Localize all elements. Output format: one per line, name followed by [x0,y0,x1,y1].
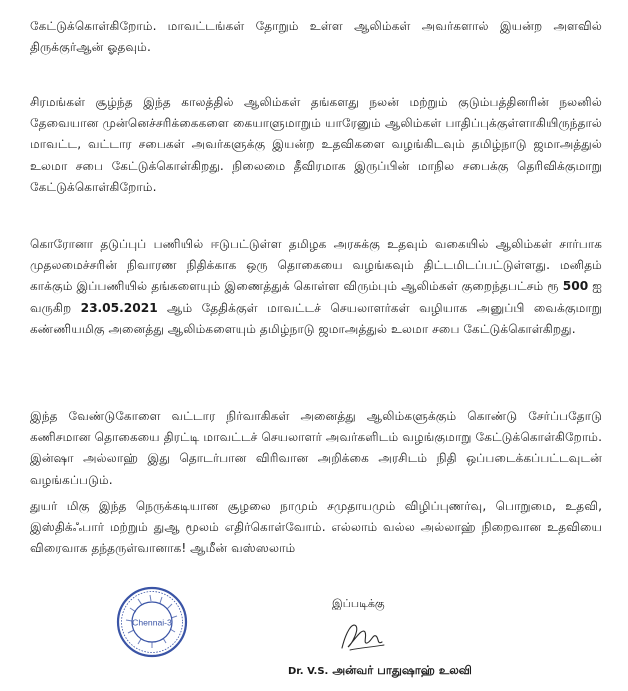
signatory-name: அன்வர் பாதுஷாஹ் உலவி [332,663,472,677]
deadline-date: 23.05.2021 [80,300,158,315]
seal-center-text: Chennai-3 [132,617,172,628]
paragraph-welfare-request: சிரமங்கள் சூழ்ந்த இந்த காலத்தில் ஆலிம்கள் தங்களது நலன் மற்றும் குடும்பத்தினரின் நலனில் தேவையான முன்னெச்சரிக்கைகளை கையாளுமாறும் யாரேனும் ஆலிம்கள் பாதிப்புக்குள்ளாகியிருந்தால் மாவட்ட, வட்டார சபைகள் அவர்களுக்கு இயன்ற உதவிகளை வழங்கிடவும் தமிழ்நாடு ஜமாஅத்துல் உலமா சபை கேட்டுக்கொள்கிறது. நிலைமை தீவிரமாக இருப்பின் மாநில சபைக்கு தெரிவிக்குமாறு கேட்டுக்கொள்கிறோம். [30,95,602,194]
relief-fund-text-after-date: ஆம் தேதிக்குள் மாவட்டச் செயலாளர்கள் வழியாக அனுப்பி வைக்குமாறு கண்ணியமிகு அனைத்து ஆலிம்களையும் தமிழ்நாடு ஜமாஅத்துல் உலமா சபை கேட்டுக்கொள்கிறது. [30,300,602,336]
paragraph-district-collection: இந்த வேண்டுகோளை வட்டார நிர்வாகிகள் அனைத்து ஆலிம்களுக்கும் கொண்டு சேர்ப்பதோடு கணிசமான தொகையை திரட்டி மாவட்டச் செயலாளர் அவர்களிடம் வழங்குமாறு கேட்டுக்கொள்கிறோம். இன்ஷா அல்லாஹ் இது தொடர்பான விரிவான அறிக்கை அரசிடம் நிதி ஒப்படைக்கப்பட்டவுடன் வழங்கப்படும். [30,409,602,487]
paragraph-relief-fund [30,234,602,340]
signatory [288,663,472,679]
relief-fund-text-before-date: ஐ வருகிற [30,279,603,315]
paragraph-closing-prayer: துயர் மிகு இந்த நெருக்கடியான சூழலை நாமும் சமுதாயமும் விழிப்புணர்வு, பொறுமை, உதவி, இஸ்திக்ஃபார் மற்றும் துஆ மூலம் எதிர்கொள்வோம். எல்லாம் வல்ல அல்லாஹ் நிறைவான உதவியை விரைவாக தந்தருள்வானாக! ஆமீன் வஸ்ஸலாம் [30,499,602,556]
organization-seal-icon [116,586,188,658]
closing-phrase: இப்படிக்கு [332,597,385,610]
paragraph-intro-continuation: கேட்டுக்கொள்கிறோம். மாவட்டங்கள் தோறும் உள்ள ஆலிம்கள் அவர்களால் இயன்ற அளவில் திருக்குர்ஆன் ஓதவும். [30,19,602,55]
handwritten-signature-icon [334,614,390,658]
donation-amount: 500 [562,279,589,294]
relief-fund-text-before-amount: கொரோனா தடுப்புப் பணியில் ஈடுபட்டுள்ள தமிழக அரசுக்கு உதவும் வகையில் ஆலிம்கள் சார்பாக முதலமைச்சரின் நிவாரண நிதிக்காக ஒரு தொகையை வழங்கவும் திட்டமிடப்பட்டுள்ளது. மனிதம் காக்கும் இப்பணியில் தங்களையும் இணைத்துக் கொள்ள விரும்பும் ஆலிம்கள் குறைந்தபட்சம் ரூ [30,237,602,294]
signatory-prefix: Dr. V.S. [288,666,329,677]
